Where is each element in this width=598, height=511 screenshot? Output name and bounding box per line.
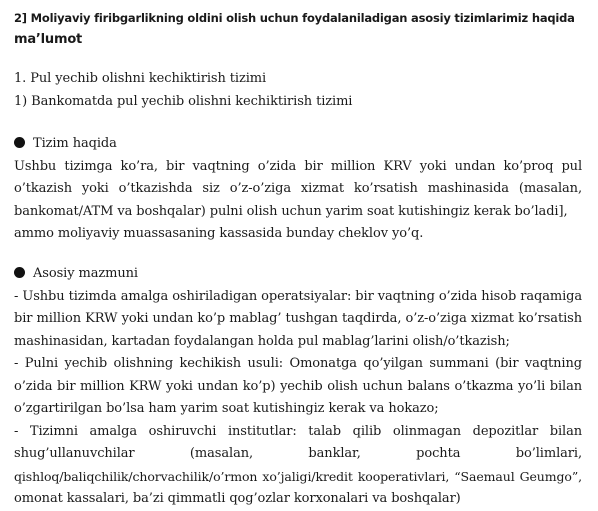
system-title: 1. Pul yechib olishni kechiktirish tizimi <box>14 71 267 86</box>
content-line: bir million KRW yoki undan ko’p mablag’ tushgan taqdirda, o’z-o’ziga xizmat ko’rsatish <box>14 311 582 326</box>
about-line: o’tkazish yoki o’tkazishda siz o’z-o’ziga xizmat ko’rsatish mashinasida (masalan, <box>14 181 582 196</box>
content-title: Asosiy mazmuni <box>33 266 138 281</box>
content-line: o’zida bir million KRW yoki undan ko’p) yechib olish uchun balans o’tkazma yo’li bilan <box>14 379 582 394</box>
about-line: bankomat/ATM va boshqalar) pulni olish uchun yarim soat kutishingiz kerak bo’ladi], <box>14 204 568 219</box>
content-line: omonat kassalari, ba’zi qimmatli qog’ozlar korxonalari va boshqalar) <box>14 491 461 506</box>
content-title-row <box>14 263 138 286</box>
content-line: qishloq/baliqchilik/chorvachilik/o’rmon xo’jaligi/kredit kooperativlari, “Saemaul Geumgo”, <box>14 469 582 484</box>
bullet-icon <box>14 267 25 278</box>
content-line: - Tizimni amalga oshiruvchi institutlar: talab qilib olinmagan depozitlar bilan <box>14 424 582 439</box>
heading-line: ma’lumot <box>14 32 83 47</box>
about-title-row <box>14 133 117 156</box>
heading-line: 2] Moliyaviy firibgarlikning oldini olish uchun foydalaniladigan asosiy tizimlarimiz haqida <box>14 11 575 25</box>
system-subtitle: 1) Bankomatda pul yechib olishni kechiktirish tizimi <box>14 94 353 109</box>
about-line: ammo moliyaviy muassasaning kassasida bunday cheklov yo’q. <box>14 226 424 241</box>
section-heading <box>14 7 582 51</box>
content-line: shug’ullanuvchilar (masalan, banklar, pochta bo’limlari, <box>14 446 582 461</box>
about-title: Tizim haqida <box>33 136 117 151</box>
bullet-icon <box>14 137 25 148</box>
content-line: mashinasidan, kartadan foydalangan holda pul mablag’larini olish/o’tkazish; <box>14 334 510 349</box>
content-line: - Ushbu tizimda amalga oshiriladigan operatsiyalar: bir vaqtning o’zida hisob raqamiga <box>14 289 582 304</box>
content-line: - Pulni yechib olishning kechikish usuli: Omonatga qo’yilgan summani (bir vaqtning <box>14 356 582 371</box>
content-line: o’zgartirilgan bo’lsa ham yarim soat kutishingiz kerak va hokazo; <box>14 401 439 416</box>
about-line: Ushbu tizimga ko’ra, bir vaqtning o’zida bir million KRV yoki undan ko’proq pul <box>14 159 582 174</box>
